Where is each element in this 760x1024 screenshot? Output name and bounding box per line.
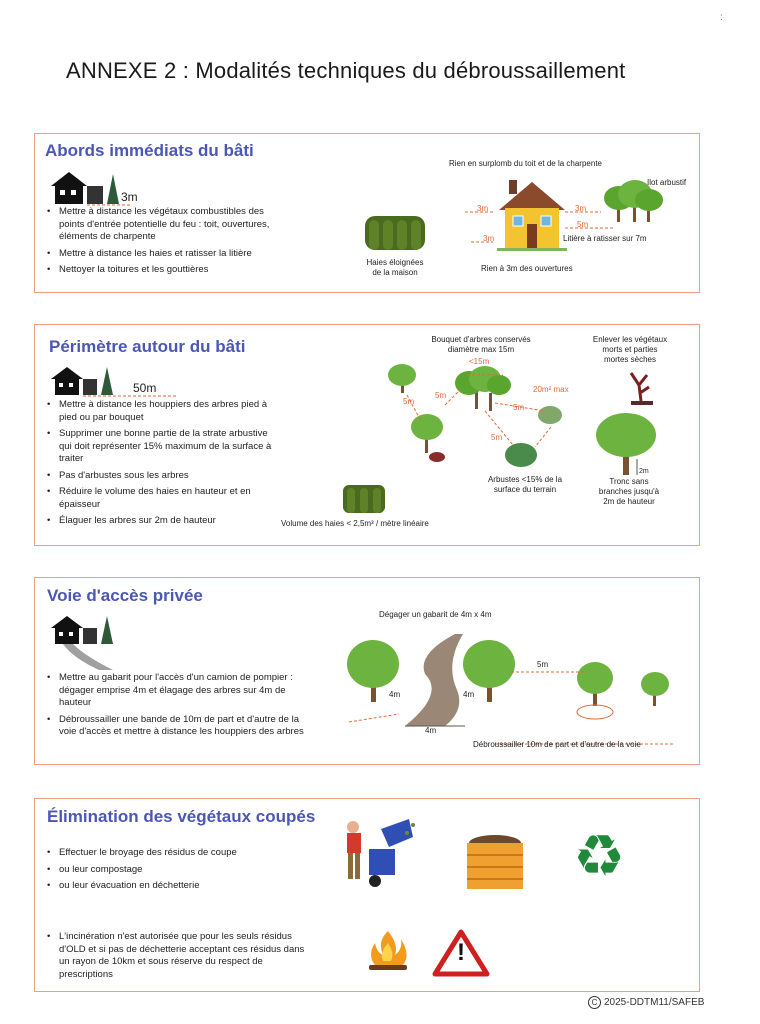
list-item: • Mettre à distance les haies et ratisser la litière [47, 248, 277, 261]
distance-lt15: <15m [469, 357, 490, 366]
footer-copyright [588, 996, 704, 1009]
list-item: • Mettre à distance les végétaux combustibles des points d'entrée potentielle du feu : toit, ouvertures, éléments de charpente [47, 206, 277, 244]
list-item: • L'incinération n'est autorisée que pour les seuls résidus d'OLD et si pas de déchetterie acceptant ces résidus dans un rayon de 10km et sous réserve du respect de prescriptions [47, 931, 311, 981]
dead-vegetation-label: Enlever les végétaux morts et parties mortes sèches [592, 335, 668, 364]
section-elimination [34, 798, 700, 992]
distance-2m: 2m [639, 468, 649, 475]
openings-label: Rien à 3m des ouvertures [481, 264, 573, 273]
section-abords [34, 133, 700, 293]
distance-4m-a: 4m [389, 690, 401, 699]
distance-3m-right: 3m [575, 204, 587, 213]
section-title: Périmètre autour du bâti [49, 337, 246, 356]
fire-icon [365, 927, 411, 973]
copyright-icon: C [588, 996, 601, 1009]
distance-3m-bottom: 3m [483, 234, 495, 243]
section-perimetre [34, 324, 700, 546]
area-20m2: 20m² max [533, 385, 569, 394]
section-voie [34, 577, 700, 765]
hedges-illustration [365, 214, 427, 254]
house-tree-icon [51, 367, 181, 397]
list-item: • Pas d'arbustes sous les arbres [47, 470, 279, 483]
band-label: Débroussailler 10m de part et d'autre de la voie [473, 740, 641, 749]
hedges-label: Haies éloignées de la maison [366, 258, 424, 277]
corner-mark: : [720, 12, 723, 23]
bouquet-label: Bouquet d'arbres conservés diamètre max 15m [431, 335, 531, 354]
gabarit-label: Dégager un gabarit de 4m x 4m [379, 610, 492, 619]
distance-5m-d: 5m [491, 433, 503, 442]
roof-label: Rien en surplomb du toit et de la charpente [449, 159, 602, 168]
dead-plant-icon [625, 367, 657, 407]
list-item: • Effectuer le broyage des résidus de coupe [47, 847, 307, 860]
distance-5m-b: 5m [435, 391, 447, 400]
recycle-icon: ♻ [573, 824, 625, 889]
bullet-list [47, 672, 309, 743]
warning-glyph: ! [457, 939, 465, 966]
hedge-illustration [343, 483, 387, 515]
bullet-list [47, 399, 279, 532]
pruned-tree-illustration [593, 413, 663, 477]
distance-5m-c: 5m [513, 403, 525, 412]
section-title: Voie d'accès privée [47, 586, 203, 605]
list-item: • Mettre à distance les houppiers des arbres pied à pied ou par bouquet [47, 399, 279, 424]
compost-bin-illustration [465, 835, 527, 891]
distance-5m: 5m [577, 220, 589, 229]
footer-text: 2025-DDTM11/SAFEB [604, 997, 705, 1009]
distance-5m-a: 5m [403, 397, 415, 406]
ilot-label: Ilot arbustif [647, 178, 687, 187]
bullet-list [47, 847, 307, 897]
list-item: • Nettoyer la toitures et les gouttières [47, 264, 277, 277]
house-tree-icon [51, 172, 121, 206]
shrub-island-illustration [603, 178, 665, 224]
distance-label: 50m [133, 381, 157, 395]
list-item: • Réduire le volume des haies en hauteur et en épaisseur [47, 486, 279, 511]
distance-4m-c: 4m [425, 726, 437, 735]
house-road-icon [51, 616, 121, 672]
list-item: • ou leur évacuation en déchetterie [47, 880, 307, 893]
list-item: • Mettre au gabarit pour l'accès d'un camion de pompier : dégager emprise 4m et élagage des arbres sur 4m de hauteur [47, 672, 309, 710]
trunk-label: Tronc sans branches jusqu'à 2m de hauteur [598, 477, 660, 506]
distance-4m-b: 4m [463, 690, 475, 699]
list-item: • Supprimer une bonne partie de la strate arbustive qui doit représenter 15% maximum de la surface à traiter [47, 428, 279, 466]
list-item: • ou leur compostage [47, 864, 307, 877]
page-title: ANNEXE 2 : Modalités techniques du débroussaillement [66, 58, 626, 83]
distance-5m: 5m [537, 660, 549, 669]
list-item: • Élaguer les arbres sur 2m de hauteur [47, 515, 279, 528]
shrubs-label: Arbustes <15% de la surface du terrain [487, 475, 563, 494]
hedge-volume-label: Volume des haies < 2,5m³ / mètre linéaire [281, 519, 429, 528]
access-road-illustration [345, 634, 675, 736]
litter-label: Litière à ratisser sur 7m [563, 234, 647, 243]
list-item: • Débroussailler une bande de 10m de part et d'autre de la voie d'accès et mettre à distance les houppiers des arbres [47, 714, 309, 739]
wood-chipper-illustration [341, 819, 421, 893]
section-title: Élimination des végétaux coupés [47, 807, 316, 826]
distance-3m-left: 3m [477, 204, 489, 213]
note-list [47, 931, 311, 985]
bullet-list [47, 206, 277, 281]
section-title: Abords immédiats du bâti [45, 141, 254, 160]
distance-label: 3m [121, 190, 138, 204]
